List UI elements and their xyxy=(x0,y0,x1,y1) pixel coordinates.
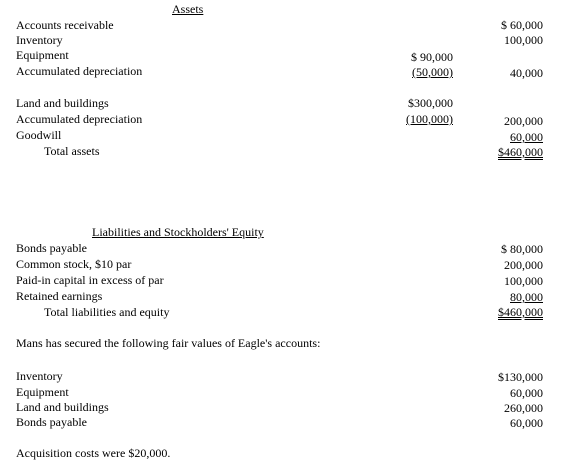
common-stock-label: Common stock, $10 par xyxy=(16,257,132,271)
total-liabilities-equity-label: Total liabilities and equity xyxy=(44,305,170,319)
equipment-amount: $ 90,000 xyxy=(411,50,453,64)
accum-dep-equipment-label: Accumulated depreciation xyxy=(16,64,143,78)
acquisition-costs-text: Acquisition costs were $20,000. xyxy=(16,446,171,460)
inventory-total: 100,000 xyxy=(504,33,543,47)
retained-earnings-label: Retained earnings xyxy=(16,289,103,303)
accounts-receivable-total: $ 60,000 xyxy=(501,18,543,32)
accum-dep-land-label: Accumulated depreciation xyxy=(16,112,143,126)
inventory-label: Inventory xyxy=(16,33,63,47)
equipment-label: Equipment xyxy=(16,48,69,62)
accounts-receivable-label: Accounts receivable xyxy=(16,18,114,32)
fair-values-intro: Mans has secured the following fair values of Eagle's accounts: xyxy=(16,336,321,350)
accum-dep-land-total: 200,000 xyxy=(504,114,543,128)
fv-inventory-label: Inventory xyxy=(16,369,63,383)
fv-inventory-value: $130,000 xyxy=(498,370,543,384)
fv-equipment-value: 60,000 xyxy=(510,386,543,400)
retained-earnings-total: 80,000 xyxy=(510,290,543,304)
paid-in-capital-label: Paid-in capital in excess of par xyxy=(16,273,164,287)
fv-bonds-payable-label: Bonds payable xyxy=(16,415,87,429)
liabilities-heading: Liabilities and Stockholders' Equity xyxy=(92,225,264,239)
common-stock-total: 200,000 xyxy=(504,258,543,272)
fv-bonds-payable-value: 60,000 xyxy=(510,416,543,430)
total-liabilities-equity-total: $460,000 xyxy=(498,305,543,319)
land-buildings-amount: $300,000 xyxy=(408,96,453,110)
accum-dep-land-amount: (100,000) xyxy=(406,112,453,126)
goodwill-label: Goodwill xyxy=(16,128,62,142)
total-assets-label: Total assets xyxy=(44,144,100,158)
fv-equipment-label: Equipment xyxy=(16,385,69,399)
bonds-payable-label: Bonds payable xyxy=(16,241,87,255)
land-buildings-label: Land and buildings xyxy=(16,96,109,110)
fv-land-buildings-label: Land and buildings xyxy=(16,400,109,414)
bonds-payable-total: $ 80,000 xyxy=(501,242,543,256)
fv-land-buildings-value: 260,000 xyxy=(504,401,543,415)
total-assets-total: $460,000 xyxy=(498,145,543,159)
accum-dep-equipment-amount: (50,000) xyxy=(412,65,453,79)
goodwill-total: 60,000 xyxy=(510,130,543,144)
accum-dep-equipment-total: 40,000 xyxy=(510,66,543,80)
paid-in-capital-total: 100,000 xyxy=(504,274,543,288)
assets-heading: Assets xyxy=(172,2,204,16)
